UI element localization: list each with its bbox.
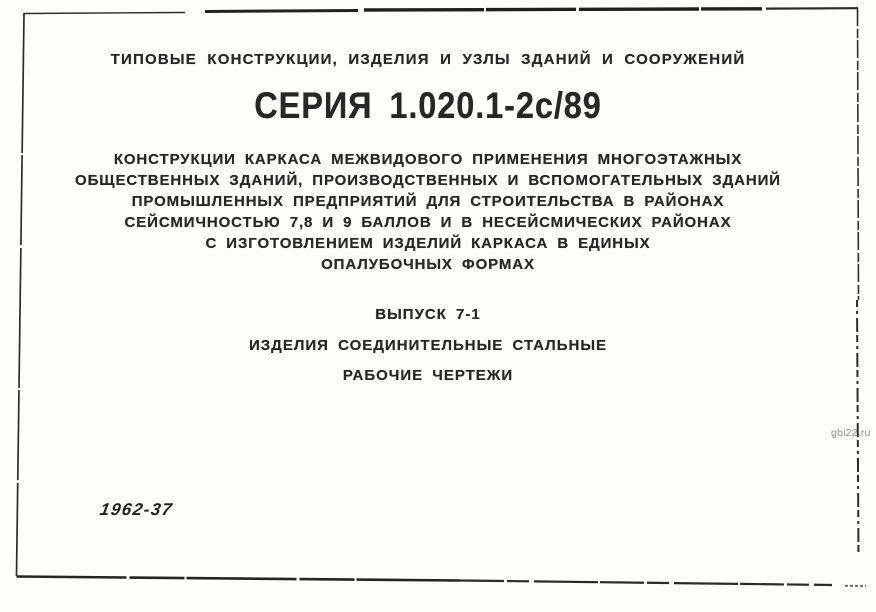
handwritten-inventory-number: 1962-37 (98, 500, 175, 519)
subtitle-drawings: РАБОЧИЕ ЧЕРТЕЖИ (342, 367, 514, 384)
description-line-1: КОНСТРУКЦИИ КАРКАСА МЕЖВИДОВОГО ПРИМЕНЕНИЯ МНОГОЭТАЖНЫХ (113, 151, 743, 168)
site-watermark: gbi22.ru (831, 427, 871, 439)
issue-number: ВЫПУСК 7-1 (375, 306, 481, 323)
description-block (30, 149, 826, 275)
description-line-2: ОБЩЕСТВЕННЫХ ЗДАНИЙ, ПРОИЗВОДСТВЕННЫХ И ВСПОМОГАТЕЛЬНЫХ ЗДАНИЙ (75, 172, 781, 189)
description-line-6: ОПАЛУБОЧНЫХ ФОРМАХ (321, 256, 535, 273)
description-line-5: С ИЗГОТОВЛЕНИЕМ ИЗДЕЛИЙ КАРКАСА В ЕДИНЫХ (205, 235, 651, 252)
description-line-4: СЕЙСМИЧНОСТЬЮ 7,8 И 9 БАЛЛОВ И В НЕСЕЙСМИЧЕСКИХ РАЙОНАХ (124, 214, 732, 231)
description-line-3: ПРОМЫШЛЕННЫХ ПРЕДПРИЯТИЙ ДЛЯ СТРОИТЕЛЬСТВА В РАЙОНАХ (131, 193, 725, 210)
document-type-heading: ТИПОВЫЕ КОНСТРУКЦИИ, ИЗДЕЛИЯ И УЗЛЫ ЗДАНИЙ И СООРУЖЕНИЙ (110, 51, 746, 68)
series-title: СЕРИЯ 1.020.1-2с/89 (254, 85, 602, 126)
subtitle-products: ИЗДЕЛИЯ СОЕДИНИТЕЛЬНЫЕ СТАЛЬНЫЕ (248, 337, 608, 354)
